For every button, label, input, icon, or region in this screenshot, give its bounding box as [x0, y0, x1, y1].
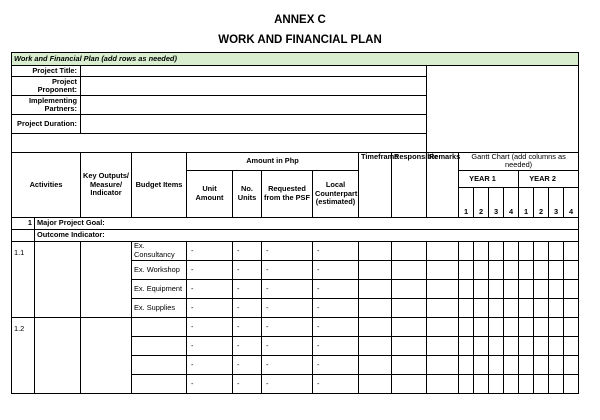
gantt-cell[interactable]	[519, 317, 534, 336]
local-counterpart-cell[interactable]: -	[313, 374, 359, 393]
gantt-cell[interactable]	[564, 336, 579, 355]
gantt-cell[interactable]	[564, 241, 579, 260]
budget-item-cell[interactable]: Ex. Supplies	[132, 298, 187, 317]
project-proponent-field[interactable]	[81, 77, 427, 96]
no-units-cell[interactable]: -	[233, 241, 262, 260]
no-units-cell[interactable]: -	[233, 355, 262, 374]
plan-cell[interactable]	[392, 374, 427, 393]
unit-amount-cell[interactable]: -	[187, 374, 233, 393]
no-units-cell[interactable]: -	[233, 336, 262, 355]
requested-cell[interactable]: -	[262, 298, 313, 317]
work-financial-plan-table	[11, 52, 579, 394]
plan-cell[interactable]	[392, 317, 427, 336]
major-project-goal: Major Project Goal:	[35, 217, 579, 229]
activity-cell[interactable]	[35, 241, 81, 317]
gantt-cell[interactable]	[534, 355, 549, 374]
gantt-cell[interactable]	[549, 279, 564, 298]
gantt-cell[interactable]	[489, 374, 504, 393]
unit-amount-cell[interactable]: -	[187, 279, 233, 298]
plan-cell[interactable]	[427, 279, 459, 298]
implementing-partners-field[interactable]	[81, 96, 427, 115]
gantt-cell[interactable]	[534, 298, 549, 317]
gantt-cell[interactable]	[519, 355, 534, 374]
gantt-cell[interactable]	[534, 241, 549, 260]
budget-item-cell[interactable]	[132, 336, 187, 355]
gantt-cell[interactable]	[504, 260, 519, 279]
project-duration-field[interactable]	[81, 115, 427, 134]
col-timeframe: Timeframe	[359, 153, 392, 218]
no-units-cell[interactable]: -	[233, 317, 262, 336]
gantt-cell[interactable]	[564, 279, 579, 298]
gantt-cell[interactable]	[489, 298, 504, 317]
plan-cell[interactable]	[427, 355, 459, 374]
gantt-cell[interactable]	[564, 374, 579, 393]
plan-cell[interactable]	[427, 336, 459, 355]
gantt-cell[interactable]	[534, 374, 549, 393]
project-duration-label: Project Duration:	[12, 115, 81, 134]
year-2-quarter-1: 1	[519, 187, 534, 217]
gantt-cell[interactable]	[474, 279, 489, 298]
col-local-counterpart: Local Counterpart (estimated)	[313, 170, 359, 217]
gantt-cell[interactable]	[459, 374, 474, 393]
budget-item-cell[interactable]	[132, 374, 187, 393]
year-2-quarter-2: 2	[534, 187, 549, 217]
gantt-cell[interactable]	[534, 279, 549, 298]
plan-cell[interactable]	[427, 260, 459, 279]
unit-amount-cell[interactable]: -	[187, 355, 233, 374]
year-1-quarter-1: 1	[459, 187, 474, 217]
local-counterpart-cell[interactable]: -	[313, 260, 359, 279]
plan-cell[interactable]	[359, 298, 392, 317]
gantt-cell[interactable]	[474, 260, 489, 279]
gantt-cell[interactable]	[534, 336, 549, 355]
gantt-cell[interactable]	[564, 317, 579, 336]
year-2-quarter-4: 4	[564, 187, 579, 217]
local-counterpart-cell[interactable]: -	[313, 317, 359, 336]
gantt-cell[interactable]	[519, 374, 534, 393]
gantt-cell[interactable]	[504, 374, 519, 393]
gantt-cell[interactable]	[474, 336, 489, 355]
requested-cell[interactable]: -	[262, 336, 313, 355]
gantt-cell[interactable]	[489, 355, 504, 374]
gantt-cell[interactable]	[534, 317, 549, 336]
gantt-cell[interactable]	[459, 336, 474, 355]
no-units-cell[interactable]: -	[233, 298, 262, 317]
year-1-quarter-4: 4	[504, 187, 519, 217]
plan-cell[interactable]	[359, 374, 392, 393]
gantt-cell[interactable]	[489, 317, 504, 336]
plan-cell[interactable]	[427, 298, 459, 317]
gantt-cell[interactable]	[564, 260, 579, 279]
plan-cell[interactable]	[427, 374, 459, 393]
implementing-partners-label: Implementing Partners:	[12, 96, 81, 115]
gantt-cell[interactable]	[534, 260, 549, 279]
gantt-cell[interactable]	[489, 279, 504, 298]
plan-cell[interactable]	[359, 336, 392, 355]
plan-cell[interactable]	[359, 279, 392, 298]
col-budget-items: Budget Items	[132, 153, 187, 218]
local-counterpart-cell[interactable]: -	[313, 355, 359, 374]
activity-cell[interactable]	[35, 317, 81, 393]
budget-item-cell[interactable]: Ex. Consultancy	[132, 241, 187, 260]
unit-amount-cell[interactable]: -	[187, 317, 233, 336]
gantt-cell[interactable]	[519, 241, 534, 260]
requested-cell[interactable]: -	[262, 241, 313, 260]
gantt-cell[interactable]	[459, 279, 474, 298]
budget-item-cell[interactable]: Ex. Equipment	[132, 279, 187, 298]
requested-cell[interactable]: -	[262, 279, 313, 298]
col-activities: Activities	[12, 153, 81, 218]
gantt-cell[interactable]	[549, 317, 564, 336]
plan-cell[interactable]	[359, 317, 392, 336]
gantt-cell[interactable]	[459, 241, 474, 260]
gantt-cell[interactable]	[474, 355, 489, 374]
gantt-cell[interactable]	[459, 355, 474, 374]
gantt-cell[interactable]	[489, 241, 504, 260]
gantt-cell[interactable]	[489, 336, 504, 355]
plan-cell[interactable]	[427, 317, 459, 336]
gantt-cell[interactable]	[549, 241, 564, 260]
requested-cell[interactable]: -	[262, 260, 313, 279]
gantt-cell[interactable]	[504, 241, 519, 260]
unit-amount-cell[interactable]: -	[187, 298, 233, 317]
plan-cell[interactable]	[359, 241, 392, 260]
gantt-cell[interactable]	[564, 298, 579, 317]
project-title-field[interactable]	[81, 66, 427, 77]
activity-row	[12, 241, 579, 260]
gantt-cell[interactable]	[549, 336, 564, 355]
plan-cell[interactable]	[392, 241, 427, 260]
col-unit-amount: Unit Amount	[187, 170, 233, 217]
gantt-cell[interactable]	[504, 298, 519, 317]
year-2-header: YEAR 2	[519, 170, 579, 187]
plan-cell[interactable]	[359, 260, 392, 279]
gantt-cell[interactable]	[459, 317, 474, 336]
year-1-quarter-2: 2	[474, 187, 489, 217]
gantt-cell[interactable]	[549, 260, 564, 279]
gantt-cell[interactable]	[474, 317, 489, 336]
plan-cell[interactable]	[392, 355, 427, 374]
unit-amount-cell[interactable]: -	[187, 336, 233, 355]
year-2-quarter-3: 3	[549, 187, 564, 217]
gantt-cell[interactable]	[549, 298, 564, 317]
col-amount-in-php: Amount in Php	[187, 153, 359, 171]
year-1-header: YEAR 1	[459, 170, 519, 187]
activity-number: 1.1	[12, 241, 35, 317]
outcome-blank	[12, 229, 35, 241]
requested-cell[interactable]: -	[262, 355, 313, 374]
gantt-cell[interactable]	[474, 241, 489, 260]
gantt-cell[interactable]	[549, 355, 564, 374]
col-responsible: Responsible	[392, 153, 427, 218]
project-title-label: Project Title:	[12, 66, 81, 77]
gantt-cell[interactable]	[519, 260, 534, 279]
plan-cell[interactable]	[359, 355, 392, 374]
info-blank-area	[427, 66, 579, 153]
gantt-cell[interactable]	[489, 260, 504, 279]
budget-item-cell[interactable]: Ex. Workshop	[132, 260, 187, 279]
key-output-cell[interactable]	[81, 317, 132, 393]
spacer-row	[12, 134, 427, 153]
gantt-cell[interactable]	[564, 355, 579, 374]
gantt-cell[interactable]	[519, 336, 534, 355]
gantt-cell[interactable]	[504, 279, 519, 298]
local-counterpart-cell[interactable]: -	[313, 279, 359, 298]
requested-cell[interactable]: -	[262, 374, 313, 393]
gantt-cell[interactable]	[519, 279, 534, 298]
col-no-units: No. Units	[233, 170, 262, 217]
gantt-cell[interactable]	[504, 317, 519, 336]
plan-cell[interactable]	[392, 279, 427, 298]
budget-item-cell[interactable]	[132, 317, 187, 336]
year-1-quarter-3: 3	[489, 187, 504, 217]
gantt-cell[interactable]	[459, 298, 474, 317]
gantt-cell[interactable]	[504, 336, 519, 355]
activity-row	[12, 317, 579, 336]
col-remarks: Remarks	[427, 153, 459, 218]
gantt-cell[interactable]	[459, 260, 474, 279]
plan-cell[interactable]	[427, 241, 459, 260]
gantt-cell[interactable]	[474, 298, 489, 317]
col-key-outputs: Key Outputs/ Measure/ Indicator	[81, 153, 132, 218]
gantt-cell[interactable]	[549, 374, 564, 393]
gantt-cell[interactable]	[504, 355, 519, 374]
activity-number: 1.2	[12, 317, 35, 393]
key-output-cell[interactable]	[81, 241, 132, 317]
unit-amount-cell[interactable]: -	[187, 260, 233, 279]
gantt-cell[interactable]	[474, 374, 489, 393]
col-requested: Requested from the PSF	[262, 170, 313, 217]
section-title: Work and Financial Plan (add rows as needed)	[12, 53, 579, 66]
local-counterpart-cell[interactable]: -	[313, 336, 359, 355]
annex-label: ANNEX C	[274, 14, 326, 26]
unit-amount-cell[interactable]: -	[187, 241, 233, 260]
gantt-chart-header: Gantt Chart (add columns as needed)	[459, 153, 579, 171]
plan-cell[interactable]	[392, 336, 427, 355]
budget-item-cell[interactable]	[132, 355, 187, 374]
plan-cell[interactable]	[392, 298, 427, 317]
local-counterpart-cell[interactable]: -	[313, 298, 359, 317]
no-units-cell[interactable]: -	[233, 279, 262, 298]
local-counterpart-cell[interactable]: -	[313, 241, 359, 260]
requested-cell[interactable]: -	[262, 317, 313, 336]
page-title: WORK AND FINANCIAL PLAN	[218, 34, 382, 46]
no-units-cell[interactable]: -	[233, 260, 262, 279]
no-units-cell[interactable]: -	[233, 374, 262, 393]
project-proponent-label: Project Proponent:	[12, 77, 81, 96]
goal-number: 1	[12, 217, 35, 229]
plan-cell[interactable]	[392, 260, 427, 279]
outcome-indicator: Outcome Indicator:	[35, 229, 579, 241]
gantt-cell[interactable]	[519, 298, 534, 317]
